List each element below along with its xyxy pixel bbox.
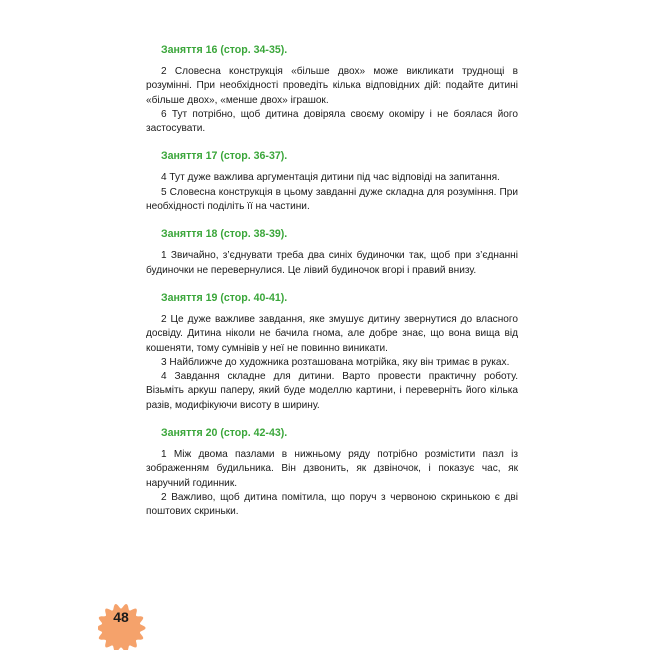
lesson-17-heading: Заняття 17 (стор. 36-37). [161, 150, 288, 163]
lesson-16-paragraph-1: 2 Словесна конструкція «більше двох» може викликати труднощі в розумінні. При необхідності проведіть кілька відповідних дій: подайте дитині «більше двох», «менше двох» іграшок. [146, 66, 518, 106]
lesson-20-paragraph-2: 2 Важливо, щоб дитина помітила, що поруч з червоною скринькою є дві поштових скриньки. [146, 491, 518, 518]
lesson-19-heading: Заняття 19 (стор. 40-41). [161, 291, 288, 304]
lesson-19-paragraph-1: 2 Це дуже важливе завдання, яке змушує дитину звернутися до власного досвіду. Дитина ніколи не бачила гнома, але добре знає, що вона вища від кошеняти, тому сумнівів у неї не повинно виникати. [146, 313, 518, 354]
lesson-18-paragraph-1: 1 Звичайно, з’єднувати треба два синіх будиночки так, щоб при з’єднанні будиночки не перевернулися. Це лівий будиночок вгорі і правий внизу. [146, 250, 518, 276]
page-content [146, 44, 518, 531]
lesson-19-paragraph-3: 4 Завдання складне для дитини. Варто провести практичну роботу. Візьміть аркуш паперу, який буде моделлю картини, і переверніть його кілька разів, модифікуючи висоту в ширину. [146, 371, 518, 411]
lesson-20-paragraph-1: 1 Між двома пазлами в нижньому ряду потрібно розмістити пазл із зображенням будильника. Він дзвонить, як дзвіночок, і показує час, як наручний годинник. [146, 449, 518, 489]
lesson-16-heading: Заняття 16 (стор. 34-35). [161, 44, 288, 56]
lesson-19-paragraph-2: 3 Найближче до художника розташована мотрійка, яку він тримає в руках. [161, 356, 510, 368]
lesson-19-section [146, 292, 518, 413]
lesson-20-section [146, 427, 518, 519]
lesson-16-section [146, 44, 518, 136]
lesson-16-paragraph-2: 6 Тут потрібно, щоб дитина довіряла своєму окоміру і не боялася його застосувати. [146, 108, 518, 135]
lesson-20-heading: Заняття 20 (стор. 42-43). [161, 427, 288, 440]
lesson-17-paragraph-1: 4 Тут дуже важлива аргументація дитини під час відповіді на запитання. [161, 172, 500, 184]
page-number-badge [98, 590, 148, 650]
lesson-17-section [146, 150, 518, 214]
lesson-18-heading: Заняття 18 (стор. 38-39). [161, 228, 288, 241]
lesson-18-section [146, 228, 518, 278]
page-number: 48 [113, 609, 129, 625]
lesson-17-paragraph-2: 5 Словесна конструкція в цьому завданні дуже складна для розуміння. При необхідності поділіть її на частини. [146, 186, 518, 213]
